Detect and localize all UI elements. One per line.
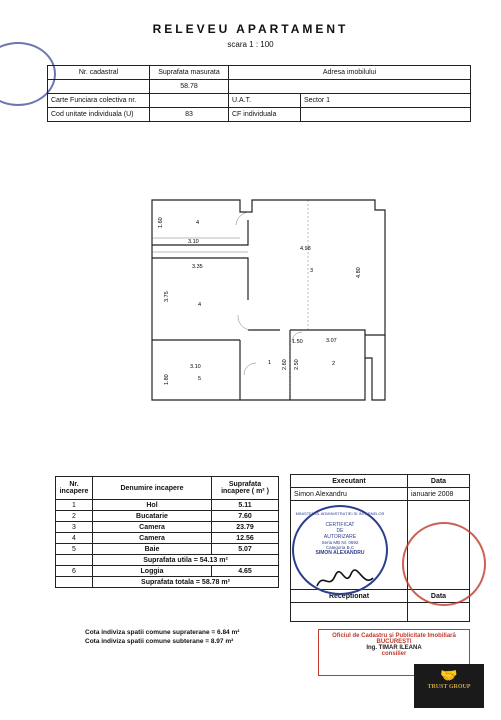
adresa-label: Adresa imobilului xyxy=(229,66,471,80)
trust-group-logo: 🤝 TRUST GROUP xyxy=(414,664,484,708)
room-number: 5 xyxy=(198,376,202,382)
cota-supraterane: Cota indiviza spatii comune supraterane = 6.84 m² xyxy=(85,629,240,636)
carte-funciara-label: Carte Funciara colectiva nr. xyxy=(48,94,150,108)
dim-label: 4.80 xyxy=(356,267,362,278)
cod-unitate-label: Cod unitate individuala (U) xyxy=(48,108,150,122)
scale-label: scara 1 : 100 xyxy=(227,40,274,49)
stamp-ring-text: MINISTERUL ADMINISTRAȚIEI ȘI INTERNELOR xyxy=(295,511,385,516)
uat-label: U.A.T. xyxy=(229,94,301,108)
dim-label: 3.35 xyxy=(192,264,203,270)
dim-label: 3.10 xyxy=(190,364,201,370)
page-title: RELEVEU APARTAMENT xyxy=(152,22,349,36)
cota-subterane: Cota indiviza spatii comune subterane = 8.97 m² xyxy=(85,638,234,645)
ocpi-stamp: Oficiul de Cadastru și Publicitate Imobiliară BUCUREȘTI Ing. TIMAR ILEANA consilier xyxy=(318,629,470,676)
suprafata-value: 58.78 xyxy=(150,80,229,94)
nr-cadastral-label: Nr. cadastral xyxy=(48,66,150,80)
outer-wall xyxy=(152,200,385,400)
executant-date: ianuarie 2008 xyxy=(408,488,470,501)
executant-label: Executant xyxy=(291,475,408,488)
table-row: 6 Loggia 4.65 xyxy=(56,566,279,577)
dim-label: 1.50 xyxy=(292,339,303,345)
room-number: 4 xyxy=(196,220,200,226)
header-nr: Nr. incapere xyxy=(56,477,93,500)
dim-label: 4.98 xyxy=(300,246,311,252)
table-row: 4 Camera 12.56 xyxy=(56,533,279,544)
handshake-icon: 🤝 xyxy=(440,667,458,683)
suprafata-totala: Suprafata totala = 58.78 m² xyxy=(93,577,279,588)
table-row: 3 Camera 23.79 xyxy=(56,522,279,533)
table-row: 2 Bucatarie 7.60 xyxy=(56,511,279,522)
room-number: 1 xyxy=(268,360,272,366)
info-table xyxy=(47,65,471,122)
suprafata-utila: Suprafata utila = 54.13 m² xyxy=(93,555,279,566)
partition-top-left xyxy=(152,220,248,245)
rooms-table xyxy=(55,476,279,588)
cod-unitate-value: 83 xyxy=(150,108,229,122)
dim-label: 3.75 xyxy=(164,291,170,302)
dim-label: 1.60 xyxy=(158,217,164,228)
header-suprafata: Suprafata incapere ( m² ) xyxy=(212,477,279,500)
room-number: 4 xyxy=(198,302,202,308)
signature-scribble xyxy=(315,568,375,592)
dim-label: 2.60 xyxy=(282,359,288,370)
room-number: 2 xyxy=(332,361,336,367)
dim-label: 3.10 xyxy=(188,239,199,245)
room-number: 3 xyxy=(310,268,314,274)
red-stamp-round xyxy=(402,522,486,606)
certificate-stamp: MINISTERUL ADMINISTRAȚIEI ȘI INTERNELOR CERTIFICAT DE AUTORIZARE Seria MB Nr. 0692 Categoria B,C SIMON ALEXANDRU xyxy=(292,505,388,595)
data2-label: Data xyxy=(408,590,470,603)
suprafata-label: Suprafata masurata xyxy=(150,66,229,80)
floor-plan xyxy=(140,190,400,420)
data-label: Data xyxy=(408,475,470,488)
dim-label: 2.50 xyxy=(294,359,300,370)
table-row: 5 Baie 5.07 xyxy=(56,544,279,555)
executant-name: Simon Alexandru xyxy=(291,488,408,501)
uat-value: Sector 1 xyxy=(301,94,471,108)
cf-individuala-label: CF individuala xyxy=(229,108,301,122)
header-denumire: Denumire incapere xyxy=(93,477,212,500)
table-row: 1 Hol 5.11 xyxy=(56,500,279,511)
dim-label: 3.07 xyxy=(326,338,337,344)
receptionat-label: Receptionat xyxy=(291,590,408,603)
dim-label: 1.80 xyxy=(164,374,170,385)
